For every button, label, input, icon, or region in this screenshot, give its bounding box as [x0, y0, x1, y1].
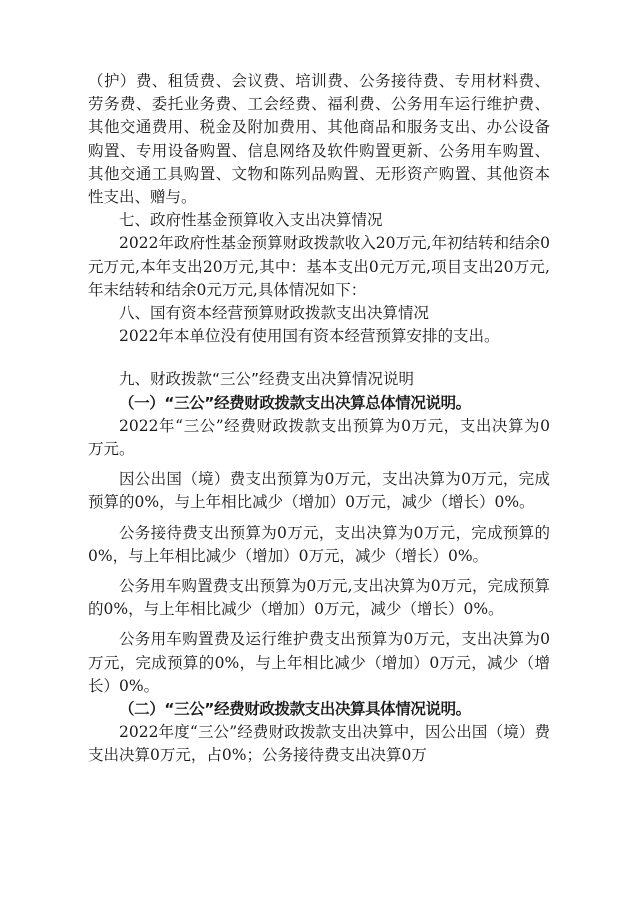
heading-government-fund: 七、政府性基金预算收入支出决算情况	[119, 211, 383, 230]
paragraph-three-public-detail: 2022年度“三公”经费财政拨款支出决算中，因公出国（境）费支出决算0万元，占0%；公务接待费支出决算0万	[88, 723, 550, 765]
paragraph-overseas-travel: 因公出国（境）费支出预算为0万元，支出决算为0万元，完成预算的0%，与上年相比减少（增加）0万元，减少（增长）0%。	[88, 470, 550, 512]
paragraph-reception: 公务接待费支出预算为0万元，支出决算为0万元，完成预算的0%，与上年相比减少（增加）0万元，减少（增长）0%。	[88, 523, 550, 565]
paragraph-three-public-total: 2022年“三公”经费财政拨款支出预算为0万元，支出决算为0万元。	[88, 416, 550, 459]
heading-three-public-overall: （一）“三公”经费财政拨款支出决算总体情况说明。	[119, 393, 471, 412]
paragraph-vehicle-maintenance: 公务用车购置费及运行维护费支出预算为0万元，支出决算为0万元，完成预算的0%，与上年相比减少（增加）0万元，减少（增长）0%。	[88, 630, 550, 695]
document-page	[88, 70, 550, 768]
paragraph-vehicle-purchase: 公务用车购置费支出预算为0万元,支出决算为0万元，完成预算的0%，与上年相比减少（增加）0万元，减少（增长）0%。	[88, 577, 550, 619]
heading-state-capital: 八、国有资本经营预算财政拨款支出决算情况	[119, 304, 430, 323]
paragraph-state-capital: 2022年本单位没有使用国有资本经营预算安排的支出。	[119, 327, 500, 346]
heading-three-public-detail: （二）“三公”经费财政拨款支出决算具体情况说明。	[119, 700, 471, 719]
paragraph-government-fund: 2022年政府性基金预算财政拨款收入20万元,年初结转和结余0元万元,本年支出20万元,其中：基本支出0元万元,项目支出20万元,年末结转和结余0元万元,具体情况如下：	[88, 234, 550, 299]
paragraph-expense-list: （护）费、租赁费、会议费、培训费、公务接待费、专用材料费、劳务费、委托业务费、工会经费、福利费、公务用车运行维护费、其他交通费用、税金及附加费用、其他商品和服务支出、办公设备购置、专用设备购置、信息网络及软件购置更新、公务用车购置、其他交通工具购置、文物和陈列品购置、无形资产购置、其他资本性支出、赠与。	[88, 72, 550, 207]
heading-three-public: 九、财政拨款“三公”经费支出决算情况说明	[119, 370, 415, 389]
